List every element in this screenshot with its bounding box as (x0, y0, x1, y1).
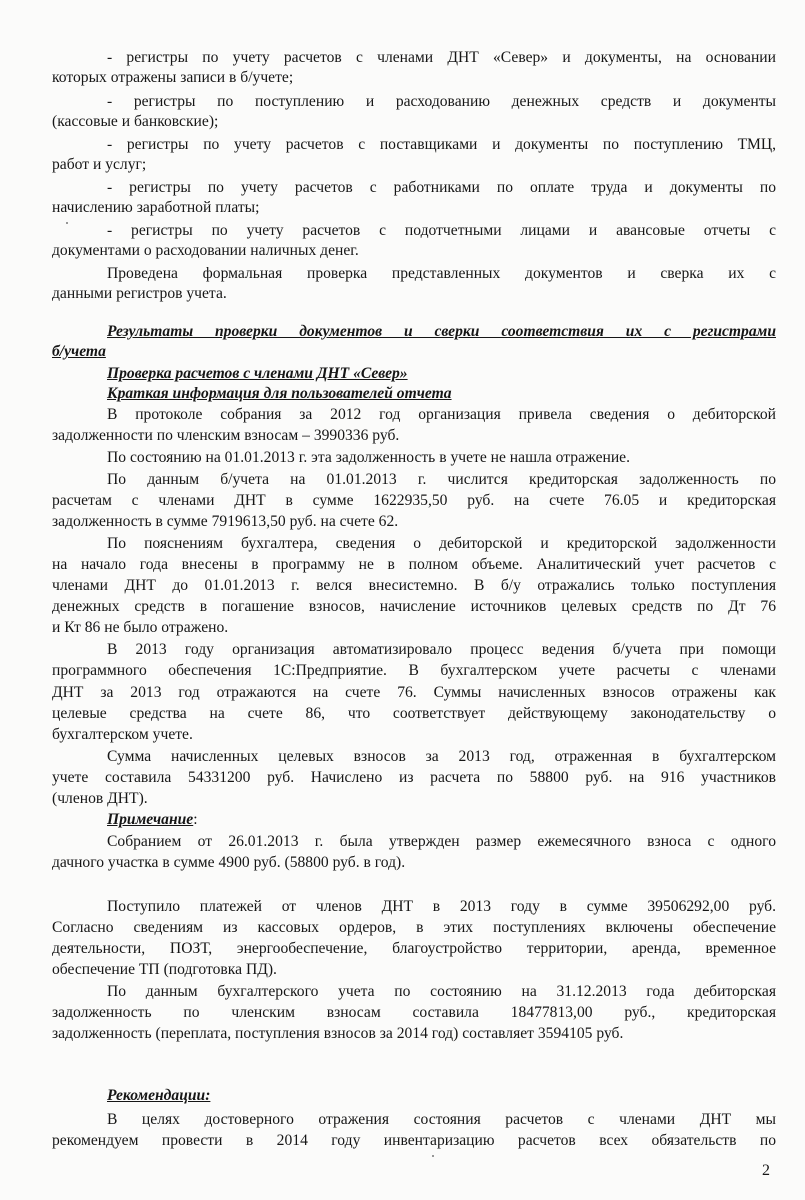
text-line: работ и услуг; (52, 156, 147, 173)
text-line: В 2013 году организация автоматизировало процесс ведения б/учета при помощи (107, 641, 776, 658)
text-line: - регистры по поступлению и расходованию денежных средств и документы (107, 93, 776, 110)
text-line: Поступило платежей от членов ДНТ в 2013 году в сумме 39506292,00 руб. (107, 898, 776, 915)
text-line: По состоянию на 01.01.2013 г. эта задолженность в учете не нашла отражение. (107, 449, 630, 466)
text-line: - регистры по учету расчетов с работниками по оплате труда и документы по (107, 179, 776, 196)
text-line: которых отражены записи в б/учете; (52, 69, 294, 86)
text-line: денежных средств в погашение взносов, начисление источников целевых средств по Дт 76 (52, 598, 776, 615)
text-line: рекомендуем провести в 2014 году инвентаризацию расчетов всех обязательств по (52, 1132, 776, 1149)
text-line: ДНТ за 2013 год отражаются на счете 76. Суммы начисленных взносов отражены как (52, 684, 776, 701)
subsection-heading: Проверка расчетов с членами ДНТ «Север» (107, 365, 408, 382)
text-line: По пояснениям бухгалтера, сведения о дебиторской и кредиторской задолженности (107, 535, 776, 552)
text-line: В протоколе собрания за 2012 год организация привела сведения о дебиторской (107, 406, 776, 423)
text-line: документами о расходовании наличных денег. (52, 242, 359, 259)
text-line: целевые средства на счете 86, что соответствует действующему законодательству о (52, 705, 776, 722)
text-line: задолженность в сумме 7919613,50 руб. на счете 62. (52, 513, 399, 530)
text-line: Согласно сведениям из кассовых ордеров, в этих поступлениях включены обеспечение (52, 919, 776, 936)
text-line: Собранием от 26.01.2013 г. была утвержден размер ежемесячного взноса с одного (107, 833, 776, 850)
text-line: - регистры по учету расчетов с членами ДНТ «Север» и документы, на основании (107, 49, 776, 66)
text-line: - регистры по учету расчетов с поставщиками и документы по поступлению ТМЦ, (107, 136, 776, 153)
text-line: членами ДНТ до 01.01.2013 г. велся внесистемно. В б/у отражались только поступления (52, 577, 776, 594)
text-line: (членов ДНТ). (52, 790, 148, 807)
section-heading: Результаты проверки документов и сверки соответствия их с регистрами (107, 323, 776, 340)
subsection-heading: Краткая информация для пользователей отчета (107, 385, 452, 402)
text-line: обеспечение ТП (подготовка ПД). (52, 961, 277, 978)
text-line: По данным бухгалтерского учета по состоянию на 31.12.2013 года дебиторская (107, 983, 776, 1000)
section-heading-continued: б/учета (52, 343, 106, 360)
text-line: учете составила 54331200 руб. Начислено из расчета по 58800 руб. на 916 участников (52, 769, 776, 786)
recommendations-heading: Рекомендации: (107, 1087, 211, 1104)
text-line: Проведена формальная проверка представленных документов и сверка их с (107, 265, 776, 282)
text-line: В целях достоверного отражения состояния расчетов с членами ДНТ мы (107, 1111, 776, 1128)
text-line: начислению заработной платы; (52, 199, 260, 216)
scan-speck (432, 1155, 434, 1157)
text-line: на начало года внесены в программу не в полном объеме. Аналитический учет расчетов с (52, 556, 776, 573)
note-heading-line (107, 810, 407, 830)
scan-speck (66, 222, 68, 224)
text-line: (кассовые и банковские); (52, 113, 219, 130)
text-line: - регистры по учету расчетов с подотчетными лицами и авансовые отчеты с (107, 222, 776, 239)
note-heading: Примечание (107, 811, 194, 828)
note-colon: : (193, 811, 198, 828)
text-line: данными регистров учета. (52, 285, 227, 302)
text-line: бухгалтерском учете. (52, 726, 193, 743)
text-line: Сумма начисленных целевых взносов за 2013 год, отраженная в бухгалтерском (107, 748, 776, 765)
text-line: задолженность по членским взносам составила 18477813,00 руб., кредиторская (52, 1004, 776, 1021)
page-number: 2 (762, 1162, 770, 1179)
text-line: деятельности, ПОЗТ, энергообеспечение, благоустройство территории, аренда, временное (52, 940, 776, 957)
text-line: По данным б/учета на 01.01.2013 г. числится кредиторская задолженность по (107, 471, 776, 488)
text-line: задолженность (переплата, поступления взносов за 2014 год) составляет 3594105 руб. (52, 1025, 624, 1042)
text-line: задолженности по членским взносам – 3990336 руб. (52, 427, 400, 444)
text-line: и Кт 86 не было отражено. (52, 619, 229, 636)
text-line: программного обеспечения 1С:Предприятие. В бухгалтерском учете расчеты с членами (52, 662, 776, 679)
text-line: дачного участка в сумме 4900 руб. (58800 руб. в год). (52, 854, 406, 871)
text-line: расчетам с членами ДНТ в сумме 1622935,50 руб. на счете 76.05 и кредиторская (52, 492, 776, 509)
